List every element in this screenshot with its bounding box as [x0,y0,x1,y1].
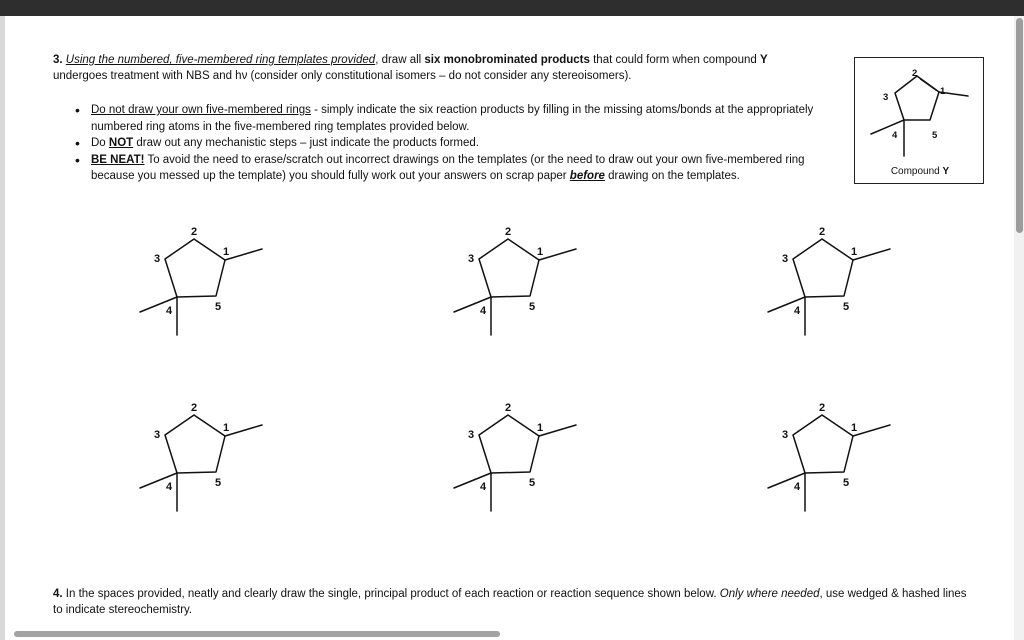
ring-template[interactable] [444,398,584,523]
ring-label-c3: 3 [468,429,475,441]
ring-label-c2: 2 [912,68,918,79]
ring-template-drawing [444,222,584,342]
ring-label-c1: 1 [851,246,858,258]
ring-label-c2: 2 [819,226,826,238]
instruction-3-text: To avoid the need to erase/scratch out incorrect drawings on the templates (or the need to draw out your own five-membered ring because you messed up the template) you should fully work out your answers on scrap paper [91,153,805,182]
template-methyl-c1 [225,249,262,260]
ring-label-c5: 5 [529,301,536,313]
ring-template-drawing [130,222,270,342]
ring-label-c1: 1 [851,422,858,434]
instruction-3-bold: BE NEAT! [91,153,145,166]
question-3-compound-letter: Y [759,54,768,66]
ring-label-c1: 1 [537,422,544,434]
question-4-italic: Only where needed [719,588,820,600]
ring-label-c3: 3 [883,92,889,103]
question-3-number: 3. [53,54,63,66]
ring-label-c4: 4 [480,481,487,493]
ring-template-drawing [758,398,898,518]
question-3-text-c: undergoes treatment with NBS and hν (consider only constitutional isomers – do not consider any stereoisomers). [53,70,632,82]
instruction-item [73,135,843,152]
instruction-1-text: - simply indicate the six reaction products by filling in the missing atoms/bonds at the appropriately numbered ring atoms in the five-membered ring templates provided below. [91,104,814,133]
ring-label-c5: 5 [932,130,938,141]
question-3-text-b: that could form when compound [589,54,760,66]
viewer-top-bar [0,0,1024,16]
instruction-2-not: NOT [108,137,134,149]
ring-label-c1: 1 [223,422,230,434]
ring-label-c5: 5 [529,477,536,489]
instruction-2-pre: Do [91,137,109,149]
question-3-template-link: Using the numbered, five-membered ring templates provided [65,54,376,66]
ring-template-drawing [758,222,898,342]
question-4-text-b: , use wedged & hashed lines to indicate stereochemistry. [53,588,967,616]
template-methyl-c1 [225,425,262,436]
question-3-prompt [53,52,843,84]
instruction-3-end: drawing on the templates. [604,170,740,182]
ring-label-c1: 1 [537,246,544,258]
ring-label-c2: 2 [191,226,198,238]
compound-y-methyl-c4-left [871,120,904,134]
ring-template[interactable] [130,222,270,347]
ring-template[interactable] [758,222,898,347]
compound-y-double-bond [921,79,937,90]
ring-label-c3: 3 [468,253,475,265]
template-ring [479,239,539,297]
template-methyl-c1 [539,425,576,436]
ring-label-c4: 4 [480,305,487,317]
template-ring [479,415,539,473]
compound-y-caption [855,166,985,177]
ring-label-c2: 2 [505,226,512,238]
instruction-1-underlined: Do not draw your own five-membered rings [91,104,311,116]
template-methyl-c1 [853,425,890,436]
ring-label-c5: 5 [215,477,222,489]
ring-label-c3: 3 [154,429,161,441]
template-ring [165,415,225,473]
ring-label-c5: 5 [215,301,222,313]
ring-label-c1: 1 [940,86,946,97]
horizontal-scrollbar-thumb[interactable] [14,631,500,637]
ring-template-drawing [444,398,584,518]
ring-template-drawing [130,398,270,518]
template-ring [793,239,853,297]
vertical-scrollbar-thumb[interactable] [1016,18,1023,233]
compound-y-box [854,57,984,184]
ring-label-c4: 4 [166,481,173,493]
instruction-2-text: draw out any mechanistic steps – just indicate the products formed. [133,137,480,149]
ring-label-c2: 2 [191,402,198,414]
ring-label-c2: 2 [819,402,826,414]
ring-label-c4: 4 [794,481,801,493]
ring-label-c1: 1 [223,246,230,258]
template-ring [165,239,225,297]
instruction-item [73,102,843,135]
page-left-edge [0,16,5,640]
question-3-text-a: , draw all [375,54,425,66]
ring-template[interactable] [758,398,898,523]
ring-label-c5: 5 [843,301,850,313]
ring-label-c3: 3 [782,253,789,265]
question-3-bold-phrase: six monobrominated products [424,54,590,66]
question-4-number: 4. [53,588,63,600]
template-methyl-c1 [853,249,890,260]
instruction-3-before: before [569,170,605,182]
instruction-item [73,152,843,185]
template-methyl-c1 [539,249,576,260]
ring-label-c5: 5 [843,477,850,489]
ring-template[interactable] [444,222,584,347]
compound-caption-letter: Y [942,166,950,177]
ring-label-c2: 2 [505,402,512,414]
instruction-list [73,102,843,185]
ring-label-c4: 4 [794,305,801,317]
template-ring [793,415,853,473]
ring-label-c3: 3 [782,429,789,441]
compound-caption-prefix: Compound [890,166,943,177]
ring-label-c4: 4 [892,130,898,141]
ring-label-c4: 4 [166,305,173,317]
ring-label-c3: 3 [154,253,161,265]
question-4-prompt [53,586,973,618]
ring-template[interactable] [130,398,270,523]
question-4-text-a: In the spaces provided, neatly and clearly draw the single, principal product of each reaction or reaction sequence shown below. [62,588,720,600]
compound-y-ring [895,76,939,120]
